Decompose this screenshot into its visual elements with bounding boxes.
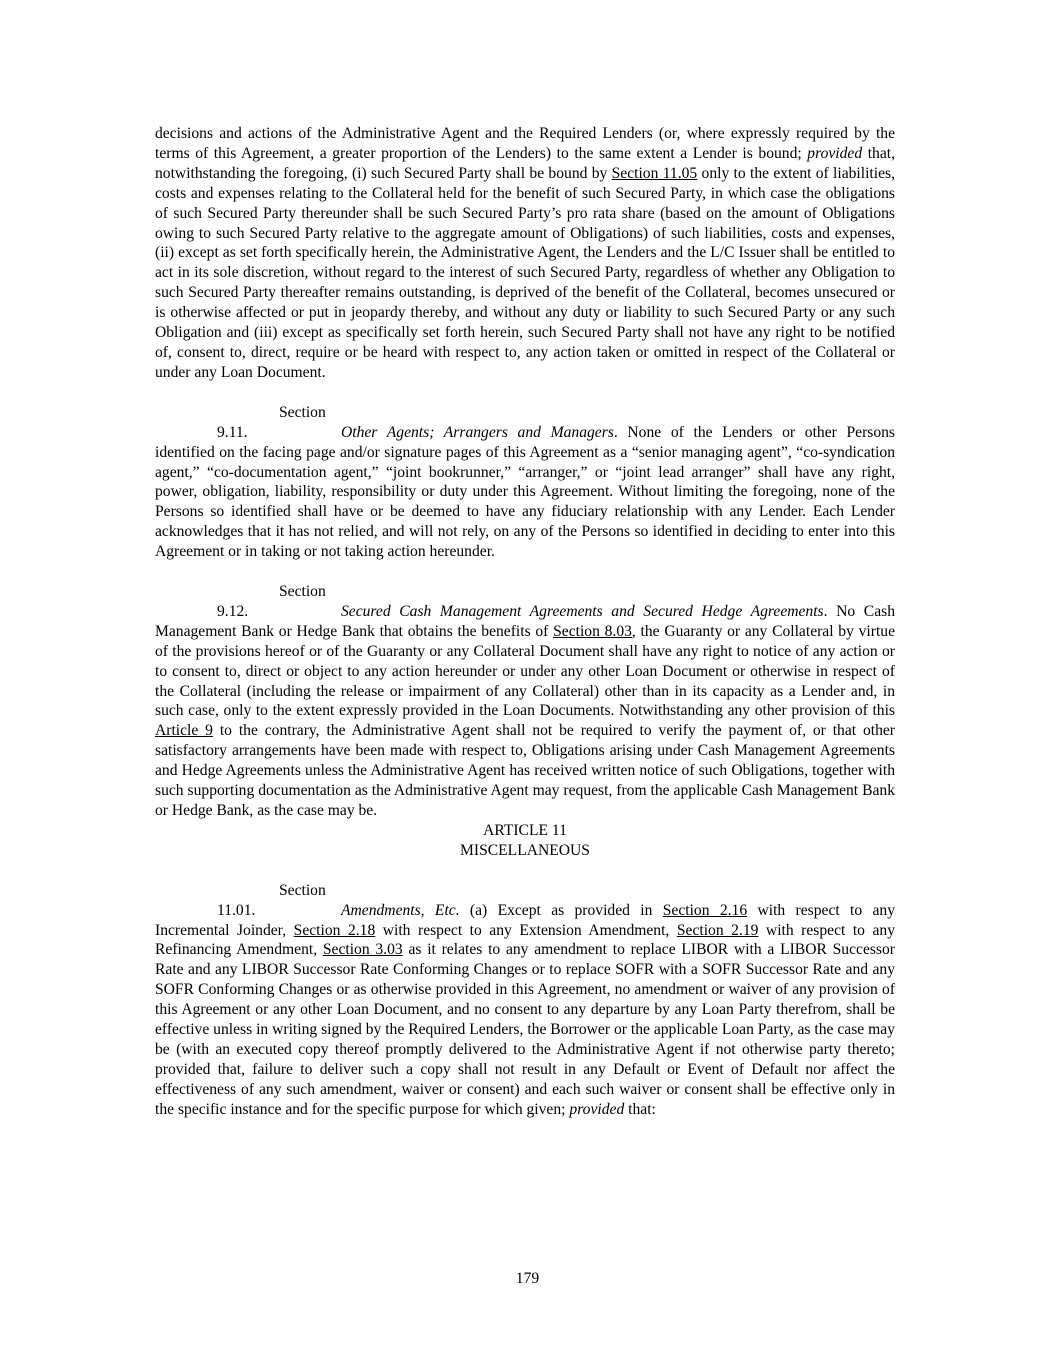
- section-title: Other Agents; Arrangers and Managers: [341, 423, 614, 441]
- section-reference-link[interactable]: Section 2.16: [662, 901, 748, 919]
- section-reference-link[interactable]: Section 8.03: [553, 622, 632, 640]
- section-number: Section 9.12.: [217, 583, 326, 620]
- section-number: Section 11.01.: [217, 881, 326, 919]
- section-body: . None of the Lenders or other Persons identified on the facing page and/or signature pages of this Agreement as a “senior managing agent”, “co-syndication agent,” “co-documentation agent,” “joint bookrunner,” “arranger,” or “joint lead arranger” shall have any right, power, obligation, liability, responsibility or duty under this Agreement. Without limiting the foregoing, none of the Persons so identified shall have or be deemed to have any fiduciary relationship with any Lender. Each Lender acknowledges that it has not relied, and will not rely, on any of the Persons so identified in deciding to enter into this Agreement or in taking or not taking action hereunder.: [155, 423, 895, 561]
- section-9-12: [155, 582, 895, 821]
- section-9-11: [155, 403, 895, 562]
- section-title: Secured Cash Management Agreements and Secured Hedge Agreements: [341, 602, 824, 620]
- text-run: . No Cash Management Bank or Hedge Bank that obtains the benefits of: [155, 602, 895, 640]
- document-page: [155, 124, 895, 1120]
- text-run: , the Guaranty or any Collateral by virtue of the provisions hereof or of the Guaranty or any Collateral Document shall have any right to notice of any action or to consent to, direct or object to any action hereunder or under any other Loan Document or otherwise in respect of the Collateral (including the release or impairment of any Collateral) other than in its capacity as a Lender and, in such case, only to the extent expressly provided in the Loan Documents. Notwithstanding any other provision of this: [155, 622, 895, 720]
- text-run: only to the extent of liabilities, costs and expenses relating to the Collateral held for the benefit of such Secured Party, in which case the obligations of such Secured Party thereunder shall be such Secured Party’s pro rata share (based on the amount of Obligations owing to such Secured Party relative to the aggregate amount of Obligations) of such liabilities, costs and expenses, (ii) except as set forth specifically herein, the Administrative Agent, the Lenders and the L/C Issuer shall be entitled to act in its sole discretion, without regard to the interest of such Secured Party, regardless of whether any Obligation to such Secured Party thereafter remains outstanding, is deprived of the benefit of the Collateral, becomes unsecured or is otherwise affected or put in jeopardy thereby, and without any duty or liability to such Secured Party or any such Obligation and (iii) except as specifically set forth herein, such Secured Party shall not have any right to be notified of, consent to, direct, require or be heard with respect to, any action taken or omitted in respect of the Collateral or under any Loan Document.: [155, 164, 895, 381]
- page-number: 179: [515, 1270, 540, 1287]
- article-reference-link[interactable]: Article 9: [155, 722, 213, 740]
- section-reference-link[interactable]: Section 2.19: [676, 921, 759, 939]
- section-reference-link[interactable]: Section 11.05: [611, 164, 698, 182]
- text-run: (a) Except as provided in: [459, 901, 663, 919]
- section-number: Section 9.11.: [217, 403, 326, 441]
- section-reference-link[interactable]: Section 3.03: [322, 941, 403, 959]
- text-run: to the contrary, the Administrative Agent shall not be required to verify the payment of, or that other satisfactory arrangements have been made with respect to, Obligations arising under Cash Management Agreements and Hedge Agreements unless the Administrative Agent has received written notice of such Obligations, together with such supporting documentation as the Administrative Agent may request, from the applicable Cash Management Bank or Hedge Bank, as the case may be.: [155, 722, 895, 819]
- section-reference-link[interactable]: Section 2.18: [293, 921, 376, 939]
- text-run: with respect to any Refinancing Amendment,: [155, 921, 895, 959]
- section-11-01: [155, 881, 895, 1120]
- emphasis-provided: provided: [569, 1100, 625, 1118]
- emphasis-provided: provided: [807, 144, 863, 162]
- text-run: as it relates to any amendment to replace LIBOR with a LIBOR Successor Rate and any LIBOR Successor Rate Conforming Changes or to replace SOFR with a SOFR Successor Rate and any SOFR Conforming Changes or as otherwise provided in this Agreement, no amendment or waiver of any provision of this Agreement or any other Loan Document, and no consent to any departure by any Loan Party therefrom, shall be effective unless in writing signed by the Required Lenders, the Borrower or the applicable Loan Party, as the case may be (with an executed copy thereof promptly delivered to the Administrative Agent if not otherwise party thereto; provided that, failure to deliver such a copy shall not result in any Default or Event of Default nor affect the effectiveness of any such amendment, waiver or consent) and each such waiver or consent shall be effective only in the specific instance and for the specific purpose for which given;: [155, 941, 895, 1118]
- text-run: with respect to any Extension Amendment,: [375, 921, 677, 939]
- text-run: that, notwithstanding the foregoing, (i) such Secured Party shall be bound by: [155, 144, 896, 182]
- text-run: that:: [624, 1100, 656, 1118]
- section-title: Amendments, Etc.: [341, 901, 460, 919]
- text-run: decisions and actions of the Administrative Agent and the Required Lenders (or, where expressly required by the terms of this Agreement, a greater proportion of the Lenders) to the same extent a Lender is bound;: [155, 125, 895, 162]
- article-title: MISCELLANEOUS: [460, 841, 590, 859]
- article-heading: ARTICLE 11: [483, 821, 567, 839]
- paragraph-secured-party-binding: [155, 124, 895, 383]
- text-run: with respect to any Incremental Joinder,: [155, 901, 896, 939]
